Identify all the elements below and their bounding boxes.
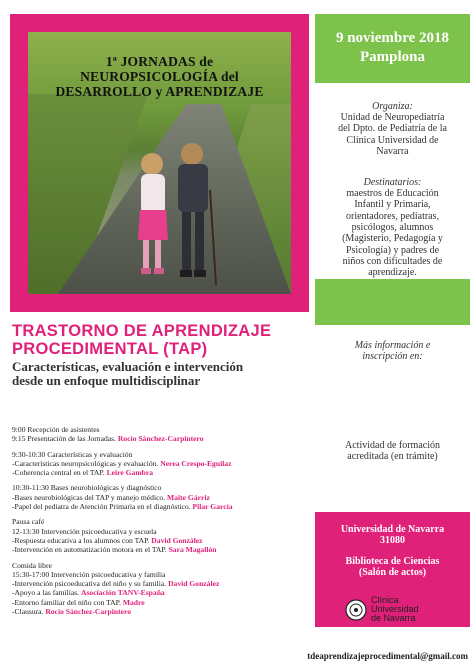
program-block xyxy=(12,561,312,617)
more-info-label: Más información e xyxy=(354,340,431,351)
contact-email[interactable]: tdeaprendizajeprocedimental@gmail.com xyxy=(307,651,468,661)
program-line xyxy=(12,607,312,616)
destinatarios-section xyxy=(315,157,470,278)
program-line-text: -Clausura. xyxy=(12,607,44,617)
program-line-text: 9:30-10:30 Características y evaluación xyxy=(12,449,133,459)
program-speaker: Leire Gambra xyxy=(106,468,154,478)
program-speaker: Maite Gárriz xyxy=(167,492,210,502)
jornadas-title xyxy=(28,54,291,99)
venue-room: (Salón de actos) xyxy=(358,567,427,578)
program-speaker: Asociación TANV-España xyxy=(80,588,165,598)
program-line xyxy=(12,425,312,434)
main-title-line-1: TRASTORNO DE APRENDIZAJE xyxy=(12,322,272,340)
logo-text-line: Clínica xyxy=(371,595,399,605)
program-block xyxy=(12,450,312,478)
clinic-logo xyxy=(345,596,419,623)
program-line-text: Comida libre xyxy=(12,560,52,570)
program-line xyxy=(12,588,312,597)
subtitle-line-2: desde un enfoque multidisciplinar xyxy=(12,373,201,388)
title-line-3: DESARROLLO y APRENDIZAJE xyxy=(55,84,264,99)
inscription-label: inscripción en: xyxy=(362,351,423,362)
program-line xyxy=(12,434,312,443)
event-city: Pamplona xyxy=(359,49,425,65)
program-speaker: David González xyxy=(168,579,220,589)
program-line xyxy=(12,570,312,579)
venue-postcode: 31080 xyxy=(380,535,405,546)
destinatarios-line: psicólogos, alumnos xyxy=(351,222,434,234)
organiza-line: Navarra xyxy=(376,145,409,157)
program-line xyxy=(12,493,312,502)
program-line xyxy=(12,527,312,536)
program-block xyxy=(12,483,312,511)
program-speaker: Madre xyxy=(122,597,145,607)
clinic-seal-icon xyxy=(345,599,367,621)
program-line-text: -Apoyo a las familias. xyxy=(12,588,80,598)
main-title-line-2: PROCEDIMENTAL (TAP) xyxy=(12,340,208,358)
activity-line: Actividad de formación xyxy=(345,440,440,451)
destinatarios-line: (Magisterio, Pedagogía y xyxy=(342,233,443,245)
organiza-section xyxy=(315,83,470,157)
program-line-text: -Coherencia central en el TAP. xyxy=(12,468,105,478)
event-date: 9 noviembre 2018 xyxy=(335,30,450,46)
program-line-text: -Papel del pediatra de Atención Primaria en el diagnóstico. xyxy=(12,502,191,512)
cover-photo xyxy=(28,32,291,294)
program-line xyxy=(12,545,312,554)
program-line xyxy=(12,468,312,477)
activity-line: acreditada (en trámite) xyxy=(347,451,438,463)
program-speaker: David González xyxy=(151,535,203,545)
destinatarios-line: orientadores, pediatras, xyxy=(345,210,440,222)
destinatarios-label: Destinatarios: xyxy=(363,177,422,189)
program-line xyxy=(12,536,312,545)
program-schedule xyxy=(12,425,312,622)
program-block xyxy=(12,517,312,554)
child-figure-right xyxy=(170,140,218,290)
photo-frame xyxy=(10,14,309,312)
website-link-www[interactable]: www. xyxy=(381,365,404,375)
program-line-text: -Entorno familiar del niño con TAP. xyxy=(12,597,121,607)
program-line-text: 9:00 Recepción de asistentes xyxy=(12,425,100,434)
program-speaker: Nerea Crespo-Eguilaz xyxy=(160,458,232,468)
title-line-1: 1ª JORNADAS de xyxy=(105,54,214,69)
program-line xyxy=(12,561,312,570)
program-line xyxy=(12,598,312,607)
program-line-text: -Intervención en automatización motora en el TAP. xyxy=(12,545,167,555)
program-speaker: Rocío Sánchez-Carpintero xyxy=(117,434,204,444)
logo-text-line: de Navarra xyxy=(371,613,416,623)
program-line-text: -Bases neurobiológicas del TAP y manejo médico. xyxy=(12,492,166,502)
program-line xyxy=(12,483,312,492)
info-column xyxy=(315,83,470,279)
program-speaker: Sara Magallón xyxy=(168,545,217,555)
clinic-logo-text xyxy=(371,596,419,623)
program-line xyxy=(12,450,312,459)
organiza-line: del Dpto. de Pediatría de la xyxy=(338,123,447,135)
program-line xyxy=(12,459,312,468)
destinatarios-line: niños con dificultades de xyxy=(342,255,443,267)
price-professionals: 40 euros (profesionales) xyxy=(344,389,441,401)
main-title xyxy=(12,322,271,358)
organiza-line: Unidad de Neuropediatría xyxy=(340,112,445,123)
program-line-text: -Respuesta educativa a los alumnos con TAP. xyxy=(12,535,150,545)
program-speaker: Rocío Sánchez-Carpintero xyxy=(45,607,132,617)
organiza-label: Organiza: xyxy=(372,101,413,112)
program-line-text: -Intervención psicoeducativa del niño y su familia. xyxy=(12,579,167,589)
program-speaker: Pilar García xyxy=(192,502,233,512)
program-line xyxy=(12,579,312,588)
program-line-text: -Características neuropsicológicas y evaluación. xyxy=(12,458,159,468)
program-line-text: 9:15 Presentación de las Jornadas. xyxy=(12,434,116,444)
program-line-text: 12-13:30 Intervención psicoeducativa y escuela xyxy=(12,526,157,536)
program-block xyxy=(12,425,312,444)
subtitle-line-1: Características, evaluación e intervención xyxy=(12,359,244,374)
inscription-section xyxy=(315,340,470,412)
destinatarios-line: Psicología) y padres de xyxy=(345,244,440,256)
program-line-text: 10:30-11:30 Bases neurobiológicas y diagnóstico xyxy=(12,483,162,493)
venue-library: Biblioteca de Ciencias xyxy=(345,556,440,567)
venue-university: Universidad de Navarra xyxy=(340,524,445,535)
subtitle xyxy=(12,360,312,388)
website-link[interactable]: aprendizajeprocedimental.com xyxy=(339,377,446,387)
price-students: 20 euros (estudiantes) xyxy=(348,400,437,412)
title-line-2: NEUROPSICOLOGÍA del xyxy=(80,69,239,84)
destinatarios-line: maestros de Educación xyxy=(346,188,439,200)
program-line-text: Pausa café xyxy=(12,517,45,527)
logo-text-line: Universidad xyxy=(371,604,419,614)
organiza-line: Clínica Universidad de xyxy=(346,134,439,146)
program-line-text: 15:30-17:00 Intervención psicoeducativa y familia xyxy=(12,569,166,579)
activity-section xyxy=(315,440,470,463)
program-line xyxy=(12,502,312,511)
program-line xyxy=(12,517,312,526)
destinatarios-line: Infantil y Primaria, xyxy=(354,199,431,211)
destinatarios-line: aprendizaje. xyxy=(368,267,417,279)
child-figure-left xyxy=(132,150,172,280)
